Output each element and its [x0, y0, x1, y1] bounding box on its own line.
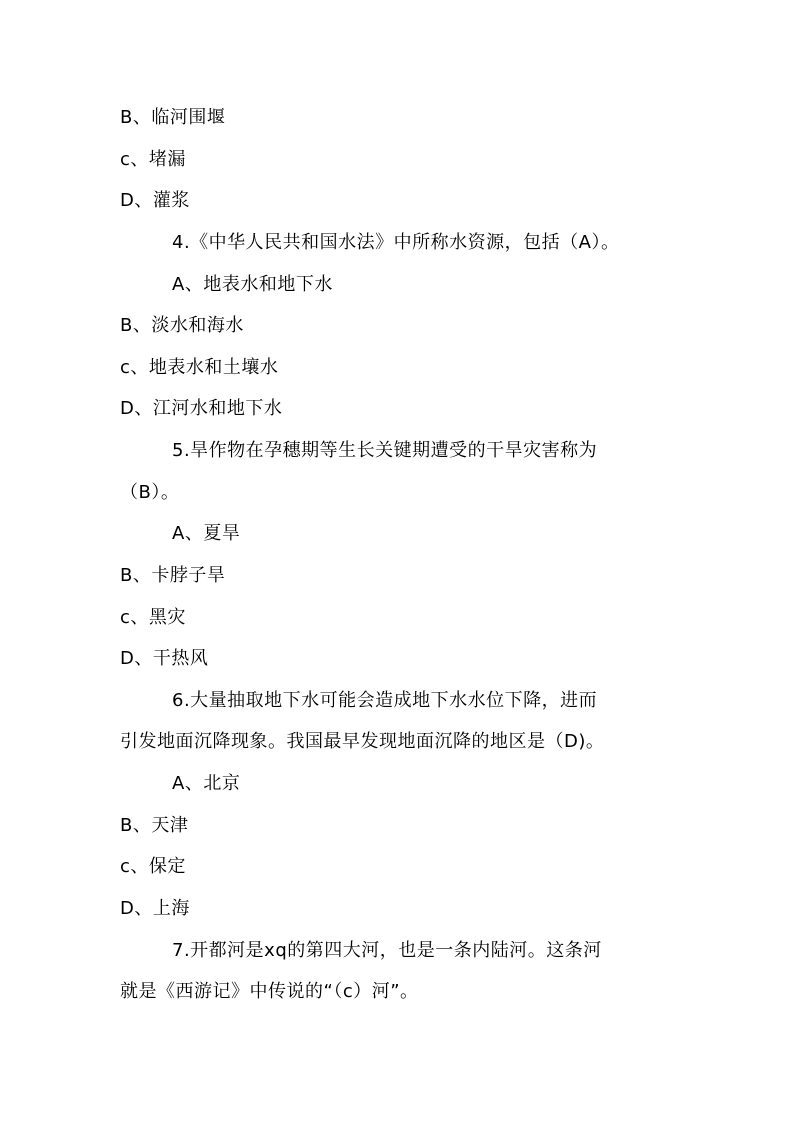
question-5-line-1: 5.旱作物在孕穗期等生长关键期遭受的干旱灾害称为 [172, 440, 598, 461]
q6-option-d: D、上海 [120, 898, 190, 919]
q4-option-d: D、江河水和地下水 [120, 398, 283, 419]
q6-option-b: B、天津 [120, 815, 189, 836]
q4-option-b: B、淡水和海水 [120, 315, 244, 336]
q4-option-c: c、地表水和土壤水 [120, 357, 279, 378]
q5-option-c: c、黑灾 [120, 607, 186, 628]
q6-option-c: c、保定 [120, 856, 186, 877]
question-6-line-1: 6.大量抽取地下水可能会造成地下水水位下降，进而 [172, 690, 598, 711]
question-7-line-1: 7.开都河是xq的第四大河，也是一条内陆河。这条河 [172, 940, 602, 961]
question-4: 4.《中华人民共和国水法》中所称水资源，包括（A）。 [172, 232, 620, 253]
question-7-line-2: 就是《西游记》中传说的“（c）河”。 [120, 981, 419, 1002]
q3-option-c: c、堵漏 [120, 149, 186, 170]
q5-option-d: D、干热风 [120, 648, 209, 669]
q6-option-a: A、北京 [172, 773, 241, 794]
question-5-line-2: （B）。 [120, 482, 180, 503]
q3-option-d: D、灌浆 [120, 190, 190, 211]
q3-option-b: B、临河围堰 [120, 107, 226, 128]
question-6-line-2: 引发地面沉降现象。我国最早发现地面沉降的地区是（D)。 [120, 731, 605, 752]
q4-option-a: A、地表水和地下水 [172, 274, 333, 295]
q5-option-b: B、卡脖子旱 [120, 565, 226, 586]
q5-option-a: A、夏旱 [172, 523, 241, 544]
